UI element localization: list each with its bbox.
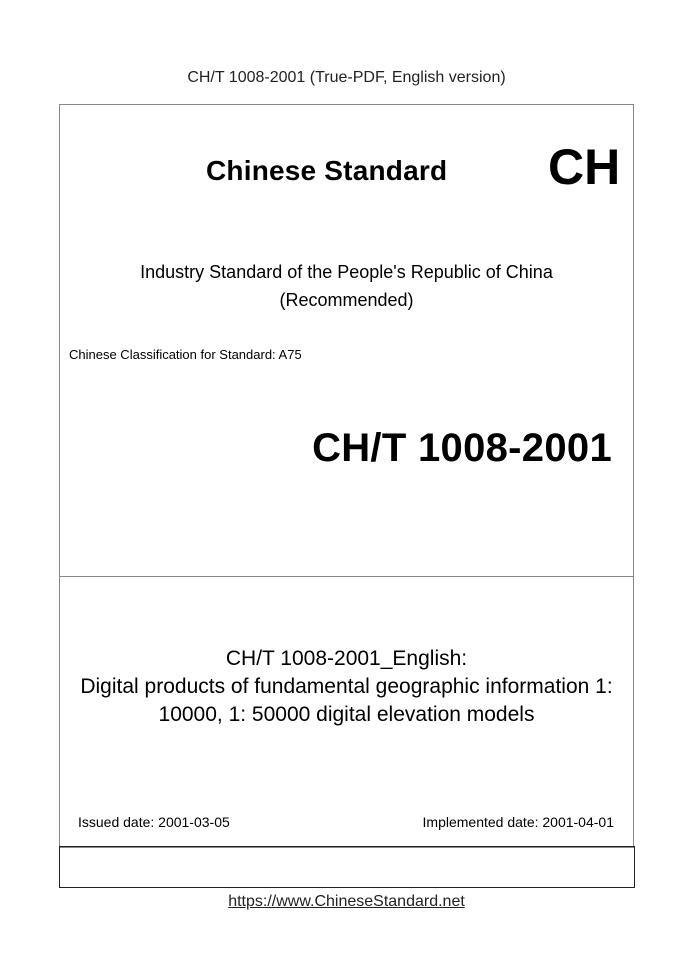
description-line-2: Digital products of fundamental geographic information 1:: [80, 675, 613, 698]
industry-standard-heading: [0, 258, 693, 314]
document-description: [0, 645, 693, 729]
industry-line-2: (Recommended): [279, 290, 414, 310]
page-header-title: CH/T 1008-2001 (True-PDF, English version): [187, 69, 506, 86]
footer-website-link[interactable]: https://www.ChineseStandard.net: [228, 893, 465, 910]
standard-code: CH: [548, 139, 621, 195]
cover-bottom-box: [59, 846, 635, 888]
classification-text: Chinese Classification for Standard: A75: [69, 347, 302, 362]
issued-date: Issued date: 2001-03-05: [78, 814, 230, 830]
description-line-1: CH/T 1008-2001_English:: [225, 647, 468, 670]
standard-label: Chinese Standard: [206, 155, 448, 186]
industry-line-1: Industry Standard of the People's Republic of China: [140, 262, 553, 282]
document-number: CH/T 1008-2001: [312, 426, 612, 470]
implemented-date: Implemented date: 2001-04-01: [422, 814, 614, 830]
description-line-3: 10000, 1: 50000 digital elevation models: [158, 703, 535, 726]
